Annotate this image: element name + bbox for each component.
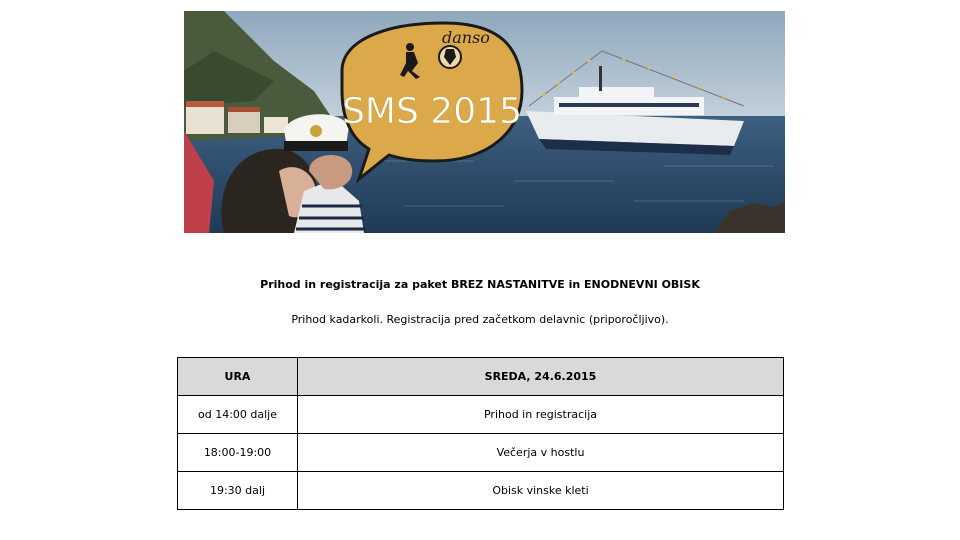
- table-header-row: [178, 358, 784, 396]
- banner-illustration: [184, 11, 785, 233]
- arrival-note: Prihod kadarkoli. Registracija pred začetkom delavnic (priporočljivo).: [291, 313, 669, 326]
- time-cell: od 14:00 dalje: [178, 396, 298, 434]
- banner-image: [184, 11, 785, 233]
- time-cell: 19:30 dalj: [178, 472, 298, 510]
- logo-script: danso: [442, 28, 490, 47]
- activity-cell: Prihod in registracija: [298, 396, 784, 434]
- activity-cell: Večerja v hostlu: [298, 434, 784, 472]
- activity-cell: Obisk vinske kleti: [298, 472, 784, 510]
- table-row: [178, 396, 784, 434]
- time-cell: 18:00-19:00: [178, 434, 298, 472]
- column-header-time: URA: [178, 358, 298, 396]
- house: [186, 106, 224, 134]
- table-row: [178, 472, 784, 510]
- page-heading: Prihod in registracija za paket BREZ NASTANITVE in ENODNEVNI OBISK: [260, 278, 700, 291]
- column-header-day: SREDA, 24.6.2015: [298, 358, 784, 396]
- logo-title: SMS 2015: [342, 91, 522, 132]
- schedule-table: [177, 357, 784, 510]
- table-row: [178, 434, 784, 472]
